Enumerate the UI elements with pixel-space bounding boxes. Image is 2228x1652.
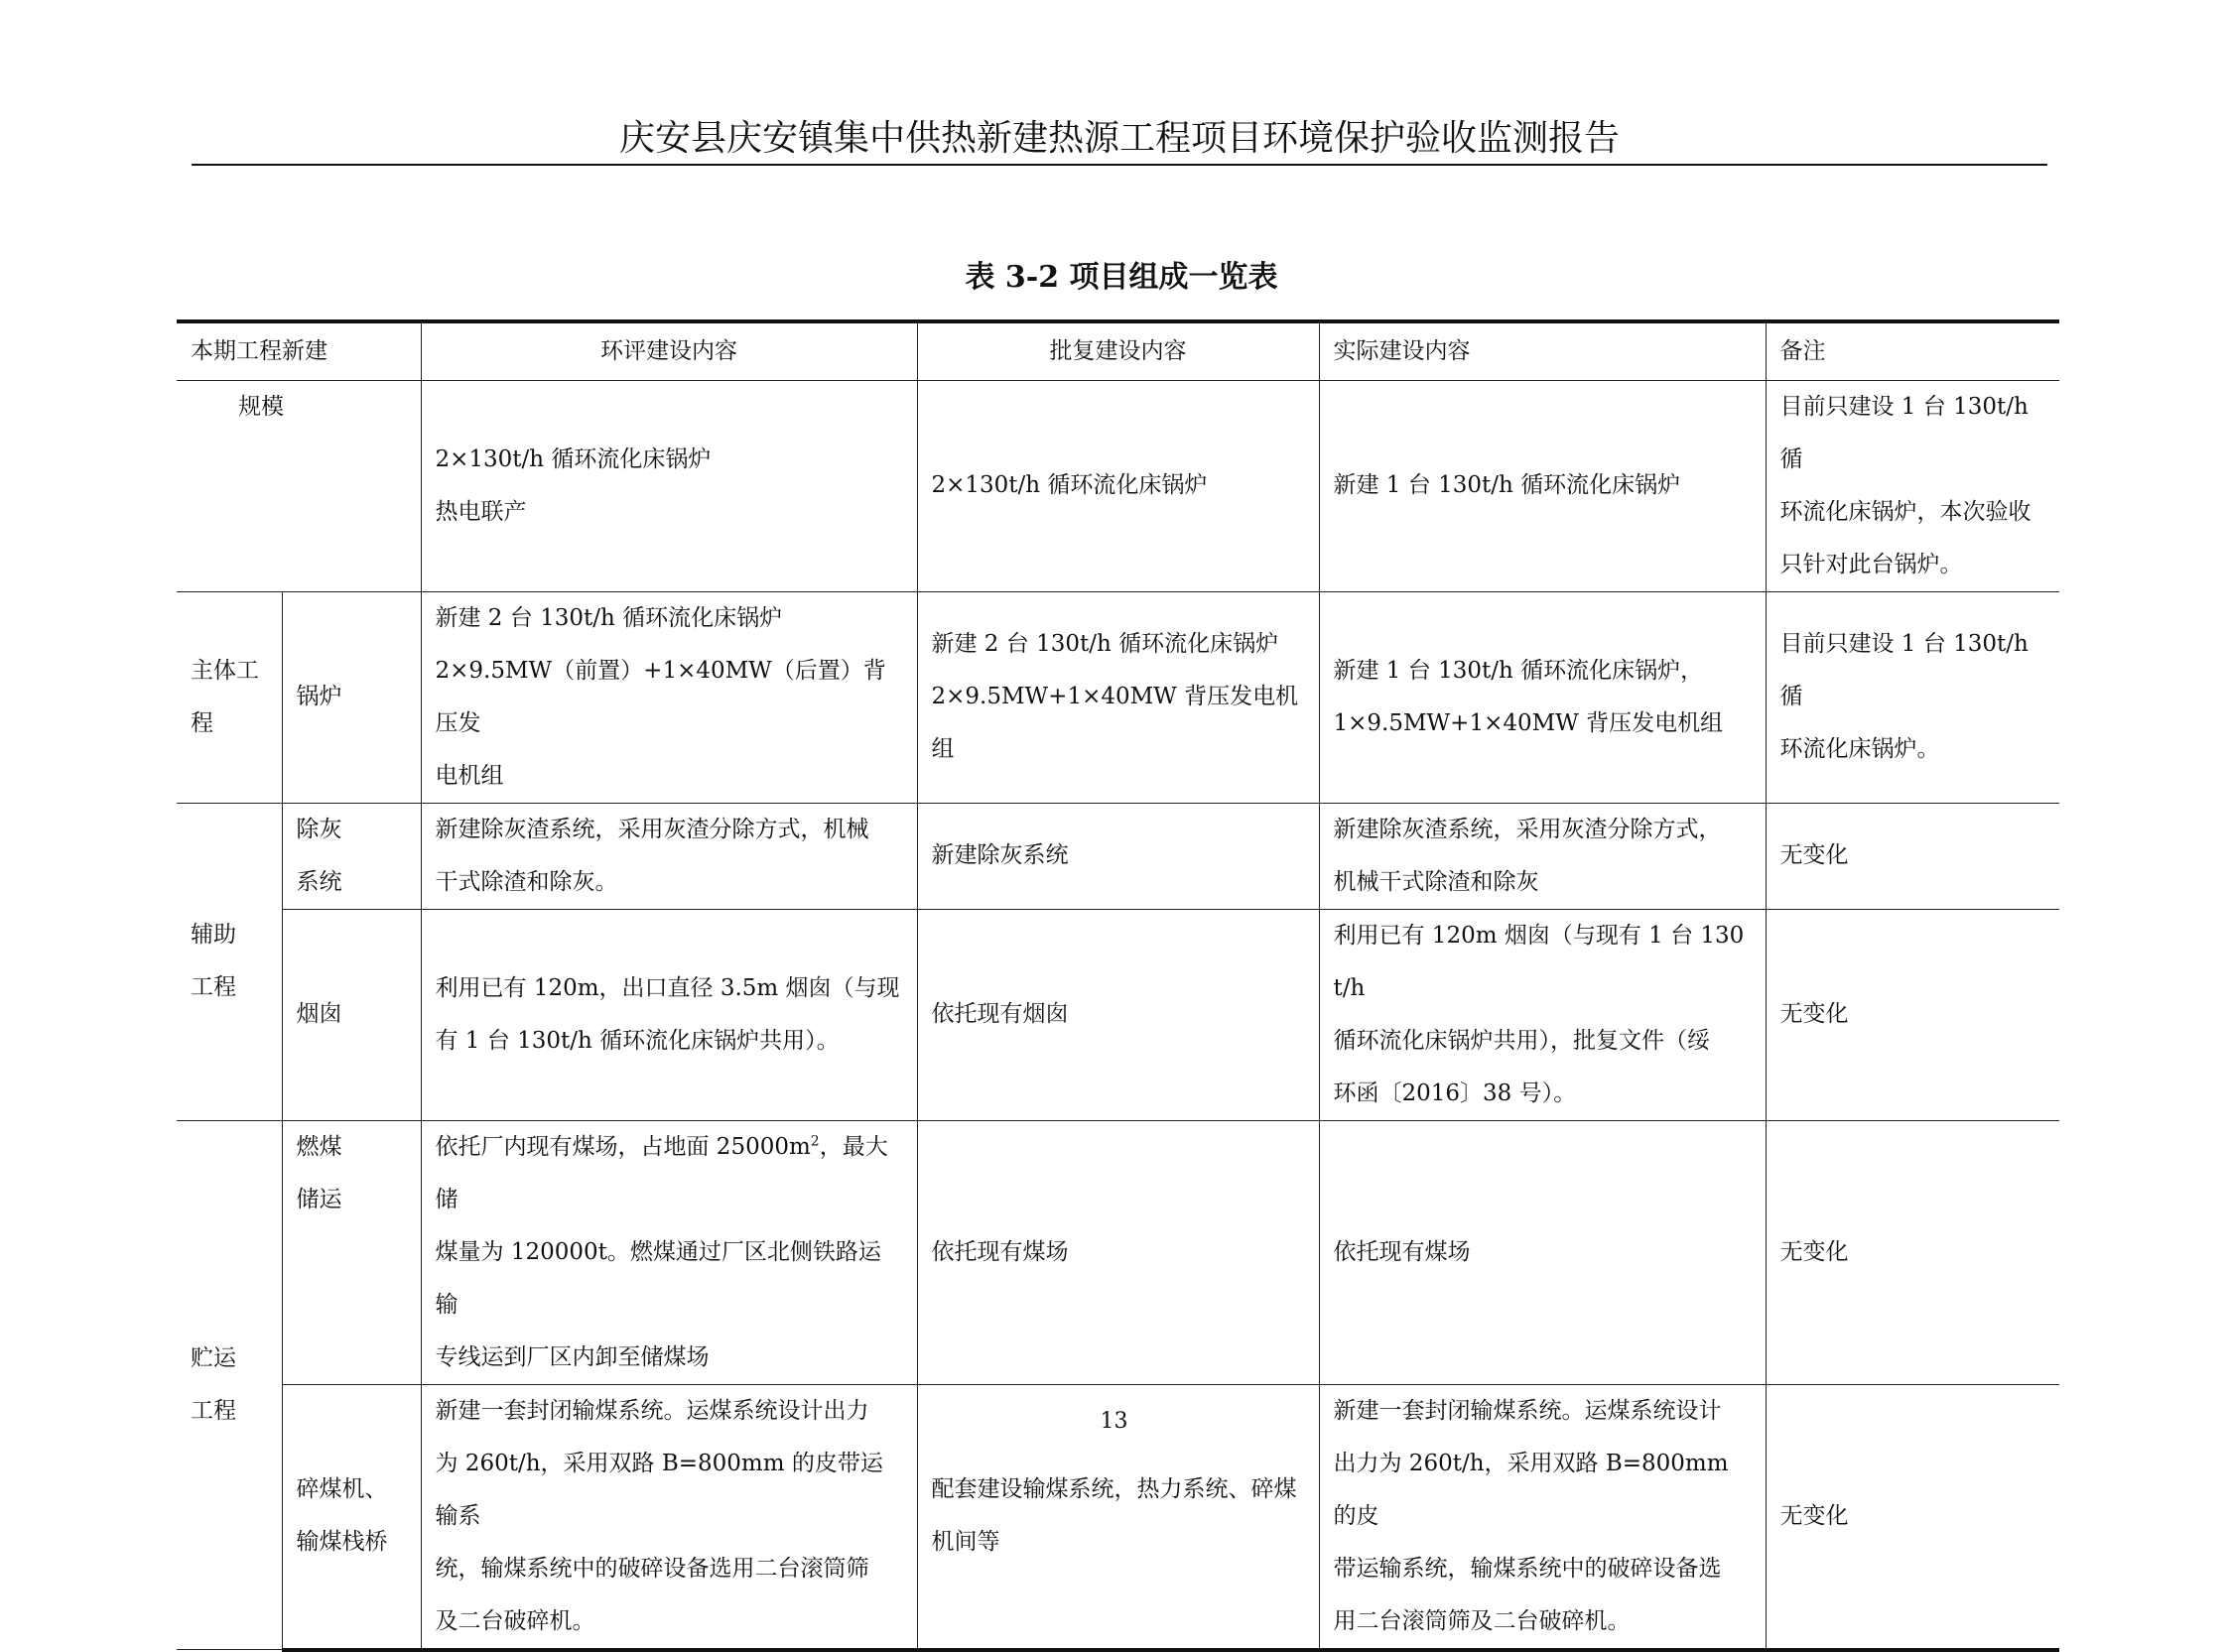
text-line: 环流化床锅炉。 <box>1779 736 1940 762</box>
cell-chimney-approval: 依托现有烟囱 <box>917 909 1319 1120</box>
text-line: 只针对此台锅炉。 <box>1779 551 1963 577</box>
text-line: 程 <box>191 709 213 736</box>
table-row-main-boiler <box>177 591 2059 803</box>
text-line: 热电联产 <box>435 498 527 525</box>
group-label-main <box>177 591 282 803</box>
text-line: 循环流化床锅炉共用），批复文件（绥 <box>1333 1027 1710 1054</box>
text-part: 依托厂内现有煤场，占地面 25000m <box>435 1133 811 1160</box>
cell-coal-approval: 依托现有煤场 <box>917 1120 1319 1384</box>
cell-coal-remark: 无变化 <box>1766 1120 2059 1384</box>
text-line: 新建 2 台 130t/h 循环流化床锅炉 <box>435 604 783 631</box>
text-line: 有 1 台 130t/h 循环流化床锅炉共用）。 <box>435 1027 840 1054</box>
text-line: 为 260t/h，采用双路 B=800mm 的皮带运输系 <box>435 1450 883 1529</box>
text-line: 带运输系统，输煤系统中的破碎设备选 <box>1333 1555 1722 1582</box>
cell-chimney-eia <box>421 909 917 1120</box>
cell-ash-approval: 新建除灰系统 <box>917 803 1319 909</box>
text-line: 储运 <box>296 1186 342 1212</box>
text-line: 系统 <box>296 868 342 895</box>
row-label-scale: 规模 <box>177 380 421 591</box>
cell-ash-remark: 无变化 <box>1766 803 2059 909</box>
cell-chimney-remark: 无变化 <box>1766 909 2059 1120</box>
text-line: 环流化床锅炉，本次验收 <box>1779 498 2031 525</box>
text-line: 辅助 <box>191 922 236 948</box>
text-line: 工程 <box>191 974 236 1000</box>
text-line: 环函〔2016〕38 号）。 <box>1333 1080 1577 1106</box>
text-line: 专线运到厂区内卸至储煤场 <box>435 1343 710 1370</box>
text-line: 贮运 <box>191 1344 236 1371</box>
text-line: 干式除渣和除灰。 <box>435 868 618 895</box>
text-line: 机械干式除渣和除灰 <box>1333 868 1539 895</box>
row-label-ash <box>282 803 421 909</box>
superscript: 2 <box>810 1132 820 1149</box>
text-line: 配套建设输煤系统，热力系统、碎煤 <box>931 1476 1297 1502</box>
cell-crusher-remark: 无变化 <box>1766 1384 2059 1650</box>
text-line: 燃煤 <box>296 1133 342 1160</box>
text-line: 新建除灰渣系统，采用灰渣分除方式， <box>1333 816 1722 842</box>
cell-ash-actual <box>1319 803 1766 909</box>
text-line: 2×9.5MW+1×40MW 背压发电机组 <box>931 684 1299 762</box>
text-part: ，最大储 <box>435 1133 888 1212</box>
page-header-title: 庆安县庆安镇集中供热新建热源工程项目环境保护验收监测报告 <box>618 118 1620 159</box>
text-line: 2×130t/h 循环流化床锅炉 <box>435 445 712 472</box>
cell-boiler-actual <box>1319 591 1766 803</box>
group-label-storage <box>177 1120 282 1650</box>
table-row-storage-coal <box>177 1120 2059 1384</box>
header-cell-scope: 本期工程新建 <box>177 321 421 380</box>
text-line: 电机组 <box>435 762 504 789</box>
text-line: 及二台破碎机。 <box>435 1607 595 1634</box>
cell-scale-remark <box>1766 380 2059 591</box>
text-line: 机间等 <box>931 1529 1000 1555</box>
text-line: 新建一套封闭输煤系统。运煤系统设计出力 <box>435 1397 869 1424</box>
page-number: 13 <box>1100 1409 1128 1434</box>
table-row-aux-ash <box>177 803 2059 909</box>
text-line: 新建 2 台 130t/h 循环流化床锅炉 <box>931 631 1279 657</box>
text-line: 新建除灰渣系统，采用灰渣分除方式，机械 <box>435 816 869 842</box>
table-header-row <box>177 321 2059 380</box>
group-label-aux <box>177 803 282 1120</box>
text-line: 1×9.5MW+1×40MW 背压发电机组 <box>1333 709 1724 736</box>
text-line: 碎煤机、 <box>296 1476 388 1502</box>
text-line: 统，输煤系统中的破碎设备选用二台滚筒筛 <box>435 1555 869 1582</box>
table-title: 表 3-2 项目组成一览表 <box>965 260 1278 295</box>
text-line: 煤量为 120000t。燃煤通过厂区北侧铁路运输 <box>435 1238 881 1318</box>
row-label-coal <box>282 1120 421 1384</box>
text-line: 工程 <box>191 1397 236 1424</box>
cell-boiler-approval <box>917 591 1319 803</box>
cell-boiler-eia <box>421 591 917 803</box>
text-line: 利用已有 120m，出口直径 3.5m 烟囱（与现 <box>435 974 900 1001</box>
header-cell-approval: 批复建设内容 <box>917 321 1319 380</box>
text-line: 输煤栈桥 <box>296 1529 388 1555</box>
text-line: 新建 1 台 130t/h 循环流化床锅炉， <box>1333 657 1704 684</box>
row-label-boiler: 锅炉 <box>282 591 421 803</box>
table-row-scale <box>177 380 2059 591</box>
header-rule <box>192 164 2047 166</box>
header-cell-remark: 备注 <box>1766 321 2059 380</box>
text-line <box>436 1121 903 1226</box>
cell-scale-approval: 2×130t/h 循环流化床锅炉 <box>917 380 1319 591</box>
text-line: 主体工 <box>191 657 259 684</box>
cell-boiler-remark <box>1766 591 2059 803</box>
cell-ash-eia <box>421 803 917 909</box>
header-cell-eia: 环评建设内容 <box>421 321 917 380</box>
text-line: 除灰 <box>296 816 342 842</box>
project-composition-table <box>177 319 2059 1652</box>
text-line: 2×9.5MW（前置）+1×40MW（后置）背压发 <box>435 657 886 736</box>
text-line: 目前只建设 1 台 130t/h 循 <box>1779 393 2029 472</box>
header-cell-actual: 实际建设内容 <box>1319 321 1766 380</box>
cell-scale-eia <box>421 380 917 591</box>
text-line: 利用已有 120m 烟囱（与现有 1 台 130t/h <box>1333 922 1745 1001</box>
text-line: 新建一套封闭输煤系统。运煤系统设计 <box>1333 1397 1722 1424</box>
table-row-aux-chimney <box>177 909 2059 1120</box>
text-line: 用二台滚筒筛及二台破碎机。 <box>1333 1607 1631 1634</box>
text-line: 目前只建设 1 台 130t/h 循 <box>1779 631 2029 709</box>
cell-coal-actual: 依托现有煤场 <box>1319 1120 1766 1384</box>
text-line: 出力为 260t/h，采用双路 B=800mm 的皮 <box>1333 1450 1729 1529</box>
cell-coal-eia <box>421 1120 917 1384</box>
cell-scale-actual: 新建 1 台 130t/h 循环流化床锅炉 <box>1319 380 1766 591</box>
cell-chimney-actual <box>1319 909 1766 1120</box>
row-label-chimney: 烟囱 <box>282 909 421 1120</box>
